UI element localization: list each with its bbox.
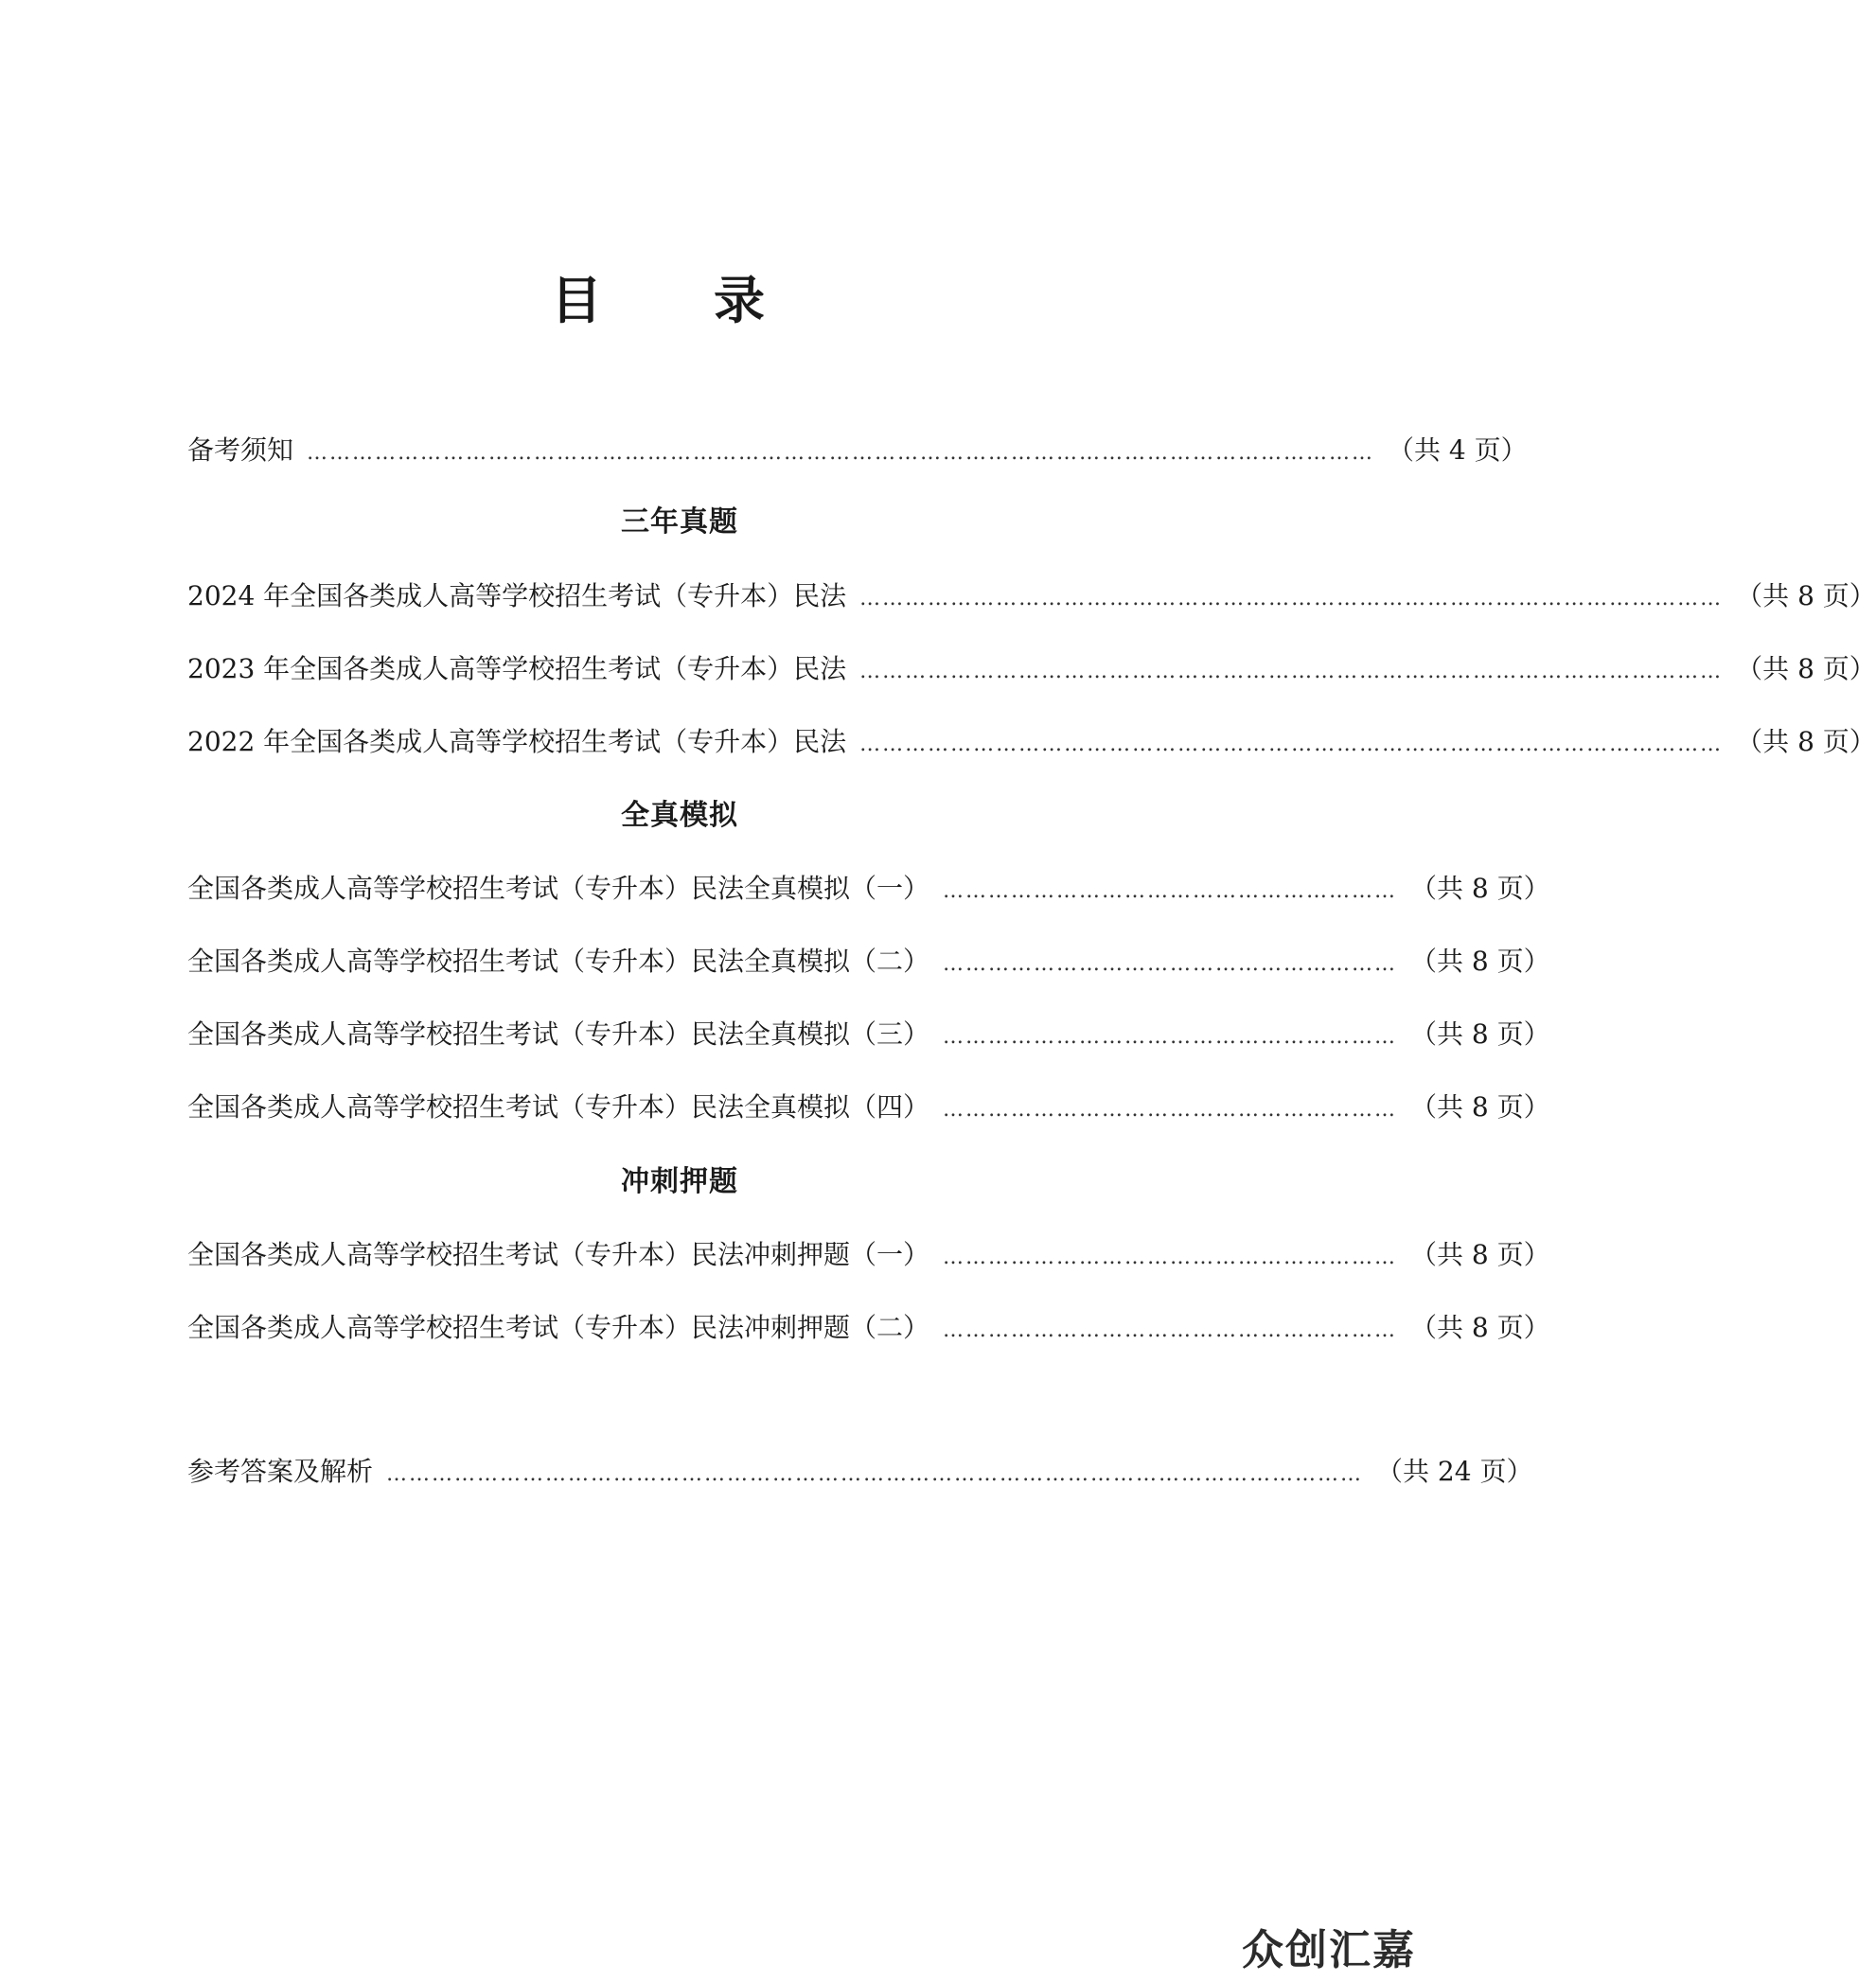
toc-section: [187, 795, 1172, 837]
toc-entry-label: 2022 年全国各类成人高等学校招生考试（专升本）民法: [187, 726, 847, 757]
section-heading: 冲刺押题: [621, 1165, 738, 1198]
toc-intro: [187, 430, 1528, 471]
toc-entry-label: 全国各类成人高等学校招生考试（专升本）民法冲刺押题（一）: [187, 1239, 930, 1270]
title-char: 目: [551, 270, 714, 330]
leader-dots: ……………………………………………………………………………………………………………………………: [307, 441, 1375, 465]
toc-entry[interactable]: [187, 941, 1550, 982]
toc-entry-group: [187, 941, 1550, 982]
page-title: [0, 267, 1316, 333]
section-heading: 全真模拟: [621, 799, 738, 832]
toc-entry-group: [187, 721, 1876, 763]
toc-entry[interactable]: [187, 868, 1550, 910]
leader-dots: ……………………………………………………: [943, 1246, 1398, 1269]
toc-entry[interactable]: [187, 1014, 1550, 1055]
watermark-logo: 众创汇嘉: [1242, 1926, 1416, 1974]
toc-entry-label: 2024 年全国各类成人高等学校招生考试（专升本）民法: [187, 580, 847, 611]
section-heading: 三年真题: [621, 505, 738, 539]
toc-entry-pages: （共 8 页）: [1410, 946, 1550, 977]
toc-entry-group: [187, 1087, 1550, 1128]
toc-entry-pages: （共 8 页）: [1410, 1018, 1550, 1050]
leader-dots: ……………………………………………………: [943, 879, 1398, 903]
toc-entry-pages: （共 8 页）: [1410, 873, 1550, 904]
toc-entry-group: [187, 868, 1550, 910]
leader-dots: ……………………………………………………: [943, 1318, 1398, 1342]
toc-entry-label: 全国各类成人高等学校招生考试（专升本）民法全真模拟（四）: [187, 1091, 930, 1123]
toc-entry-pages: （共 8 页）: [1736, 726, 1876, 757]
toc-entry-pages: （共 4 页）: [1388, 434, 1528, 466]
toc-entry-group: [187, 1307, 1550, 1349]
leader-dots: ……………………………………………………………………………………………………: [859, 660, 1724, 683]
toc-entry-pages: （共 24 页）: [1376, 1456, 1533, 1487]
toc-entry[interactable]: [187, 1307, 1550, 1349]
toc-entry-label: 备考须知: [187, 434, 294, 466]
toc-section: [187, 1161, 1172, 1203]
leader-dots: ……………………………………………………: [943, 1098, 1398, 1122]
leader-dots: ……………………………………………………: [943, 952, 1398, 976]
title-char: 录: [714, 270, 876, 330]
toc-entry-pages: （共 8 页）: [1410, 1239, 1550, 1270]
leader-dots: …………………………………………………………………………………………………………………: [386, 1462, 1364, 1486]
toc-entry[interactable]: [187, 648, 1876, 690]
leader-dots: ……………………………………………………………………………………………………: [859, 733, 1724, 756]
toc-entry[interactable]: [187, 1451, 1533, 1493]
toc-entry-pages: （共 8 页）: [1410, 1312, 1550, 1343]
toc-entry-pages: （共 8 页）: [1410, 1091, 1550, 1123]
toc-entry-label: 全国各类成人高等学校招生考试（专升本）民法全真模拟（二）: [187, 946, 930, 977]
toc-entry[interactable]: [187, 1087, 1550, 1128]
leader-dots: ……………………………………………………: [943, 1025, 1398, 1049]
toc-entry-label: 全国各类成人高等学校招生考试（专升本）民法冲刺押题（二）: [187, 1312, 930, 1343]
leader-dots: ……………………………………………………………………………………………………: [859, 587, 1724, 611]
toc-entry-label: 全国各类成人高等学校招生考试（专升本）民法全真模拟（三）: [187, 1018, 930, 1050]
toc-entry-pages: （共 8 页）: [1736, 653, 1876, 684]
toc-entry[interactable]: [187, 1234, 1550, 1276]
toc-entry-group: [187, 1014, 1550, 1055]
toc-entry-label: 全国各类成人高等学校招生考试（专升本）民法全真模拟（一）: [187, 873, 930, 904]
toc-entry[interactable]: [187, 430, 1528, 471]
toc-entry-label: 2023 年全国各类成人高等学校招生考试（专升本）民法: [187, 653, 847, 684]
toc-entry-pages: （共 8 页）: [1736, 580, 1876, 611]
toc-entry[interactable]: [187, 575, 1876, 617]
toc-section: [187, 502, 1172, 543]
toc-entry-group: [187, 648, 1876, 690]
toc-answers: [187, 1451, 1533, 1493]
toc-entry-group: [187, 1234, 1550, 1276]
toc-entry[interactable]: [187, 721, 1876, 763]
toc-entry-group: [187, 575, 1876, 617]
toc-entry-label: 参考答案及解析: [187, 1456, 374, 1487]
